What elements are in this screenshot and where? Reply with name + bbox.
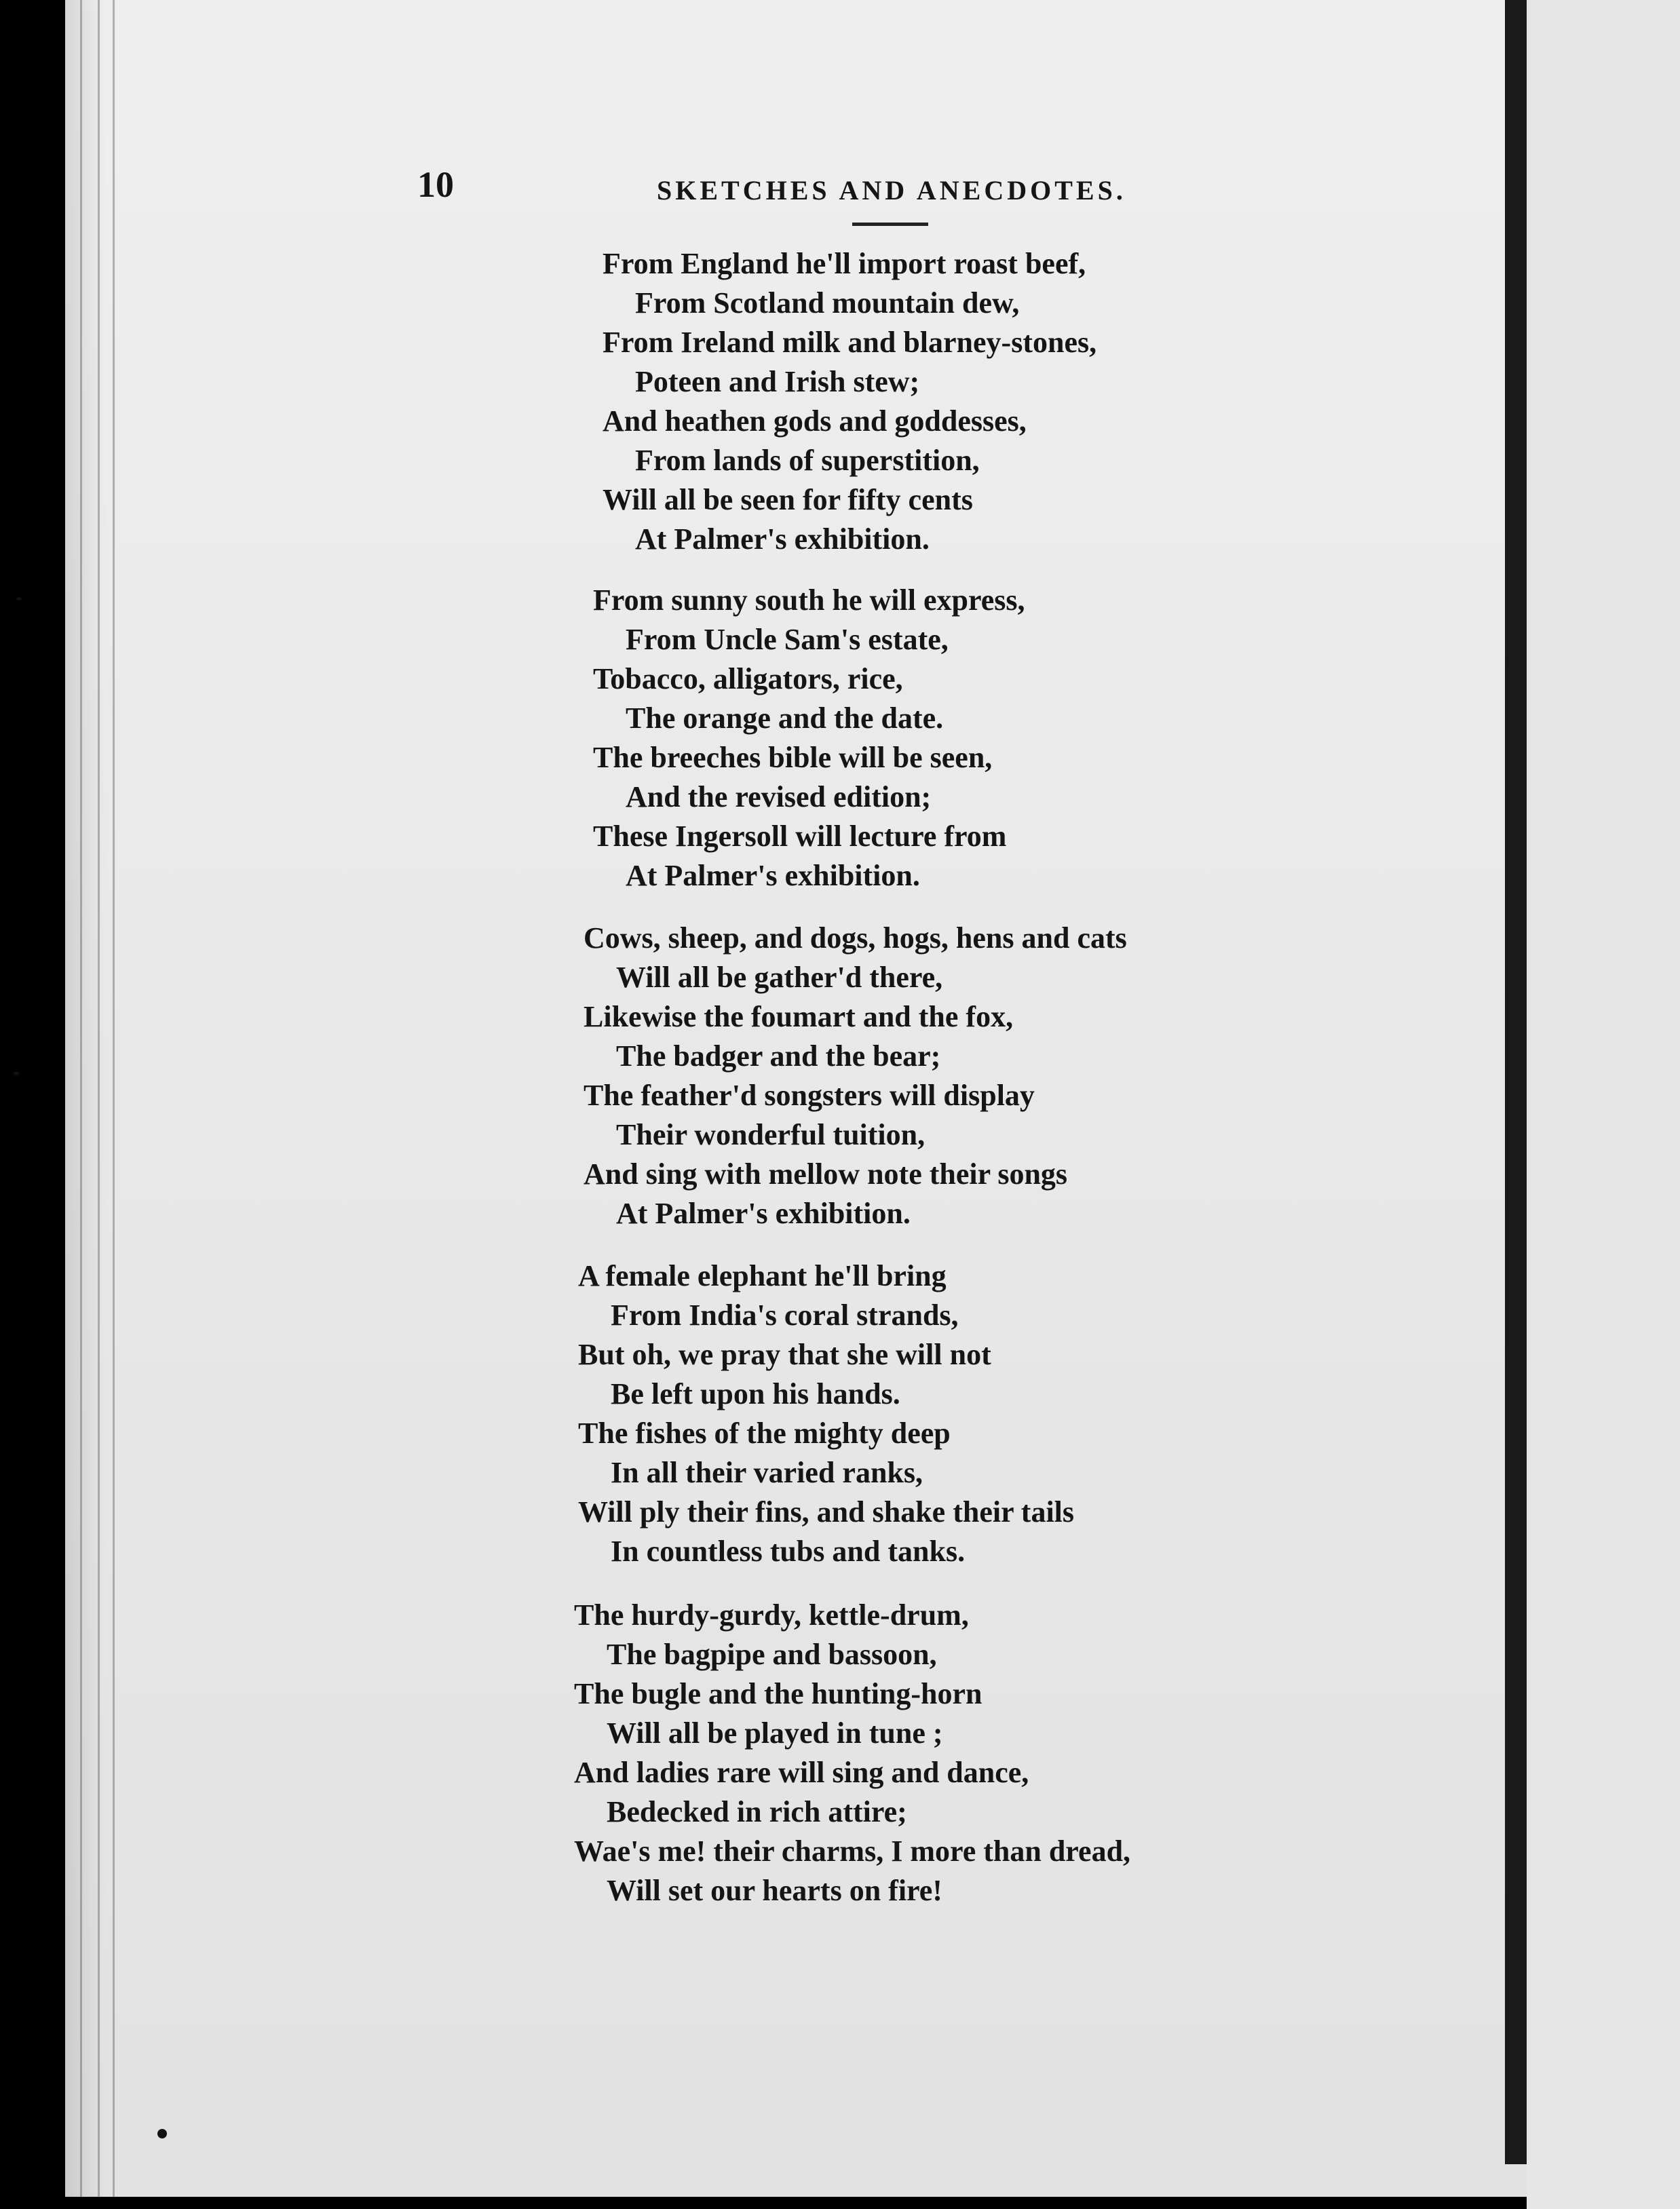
- verse-line: The breeches bible will be seen,: [593, 741, 993, 774]
- ink-speck: [16, 597, 22, 600]
- verse-line: Will all be gather'd there,: [616, 961, 943, 994]
- stanza: [574, 1596, 1130, 1910]
- verse-line: And the revised edition;: [626, 780, 932, 813]
- verse-line: Tobacco, alligators, rice,: [593, 662, 903, 695]
- verse-line: Will set our hearts on fire!: [607, 1874, 942, 1907]
- verse-line: From sunny south he will express,: [593, 583, 1025, 617]
- verse-line: Will all be seen for fifty cents: [603, 483, 973, 516]
- stanza: [603, 244, 1096, 559]
- verse-line: From lands of superstition,: [635, 444, 980, 477]
- verse-line: The fishes of the mighty deep: [578, 1417, 951, 1450]
- verse-line: The orange and the date.: [626, 702, 944, 735]
- verse-line: Their wonderful tuition,: [616, 1118, 925, 1151]
- verse-line: And ladies rare will sing and dance,: [574, 1756, 1029, 1789]
- verse-line: From Scotland mountain dew,: [635, 286, 1020, 320]
- verse-line: Poteen and Irish stew;: [635, 365, 920, 398]
- ink-speck: [157, 2129, 167, 2138]
- verse-line: From England he'll import roast beef,: [603, 247, 1086, 280]
- verse-line: And sing with mellow note their songs: [584, 1157, 1068, 1191]
- verse-line: At Palmer's exhibition.: [616, 1197, 911, 1230]
- verse-line: In all their varied ranks,: [611, 1456, 923, 1489]
- verse-line: Cows, sheep, and dogs, hogs, hens and cats: [584, 921, 1127, 955]
- verse-line: But oh, we pray that she will not: [578, 1338, 991, 1371]
- stanza: [593, 581, 1025, 896]
- verse-line: Likewise the foumart and the fox,: [584, 1000, 1014, 1033]
- verse-line: From India's coral strands,: [611, 1299, 959, 1332]
- verse-line: At Palmer's exhibition.: [626, 859, 920, 892]
- verse-line: From Uncle Sam's estate,: [626, 623, 949, 656]
- ink-speck: [14, 1072, 19, 1075]
- verse-line: A female elephant he'll bring: [578, 1259, 947, 1292]
- verse-line: These Ingersoll will lecture from: [593, 820, 1007, 853]
- running-title: SKETCHES AND ANECDOTES.: [657, 175, 1126, 206]
- page-number: 10: [417, 164, 454, 205]
- stanza: [584, 919, 1127, 1233]
- verse-line: The feather'd songsters will display: [584, 1079, 1035, 1112]
- verse-line: From Ireland milk and blarney-stones,: [603, 326, 1097, 359]
- verse-line: In countless tubs and tanks.: [611, 1535, 966, 1568]
- verse-line: The badger and the bear;: [616, 1039, 941, 1073]
- verse-line: Be left upon his hands.: [611, 1377, 900, 1410]
- verse-line: Bedecked in rich attire;: [607, 1795, 907, 1828]
- verse-line: At Palmer's exhibition.: [635, 522, 930, 556]
- verse-line: The bagpipe and bassoon,: [607, 1638, 937, 1671]
- stanza: [578, 1256, 1074, 1571]
- verse-line: And heathen gods and goddesses,: [603, 404, 1027, 438]
- verse-line: The bugle and the hunting-horn: [574, 1677, 982, 1710]
- verse-line: Will ply their fins, and shake their tails: [578, 1495, 1075, 1529]
- verse-line: The hurdy-gurdy, kettle-drum,: [574, 1598, 969, 1632]
- verse-line: Wae's me! their charms, I more than dread,: [574, 1835, 1131, 1868]
- verse-line: Will all be played in tune ;: [607, 1716, 943, 1750]
